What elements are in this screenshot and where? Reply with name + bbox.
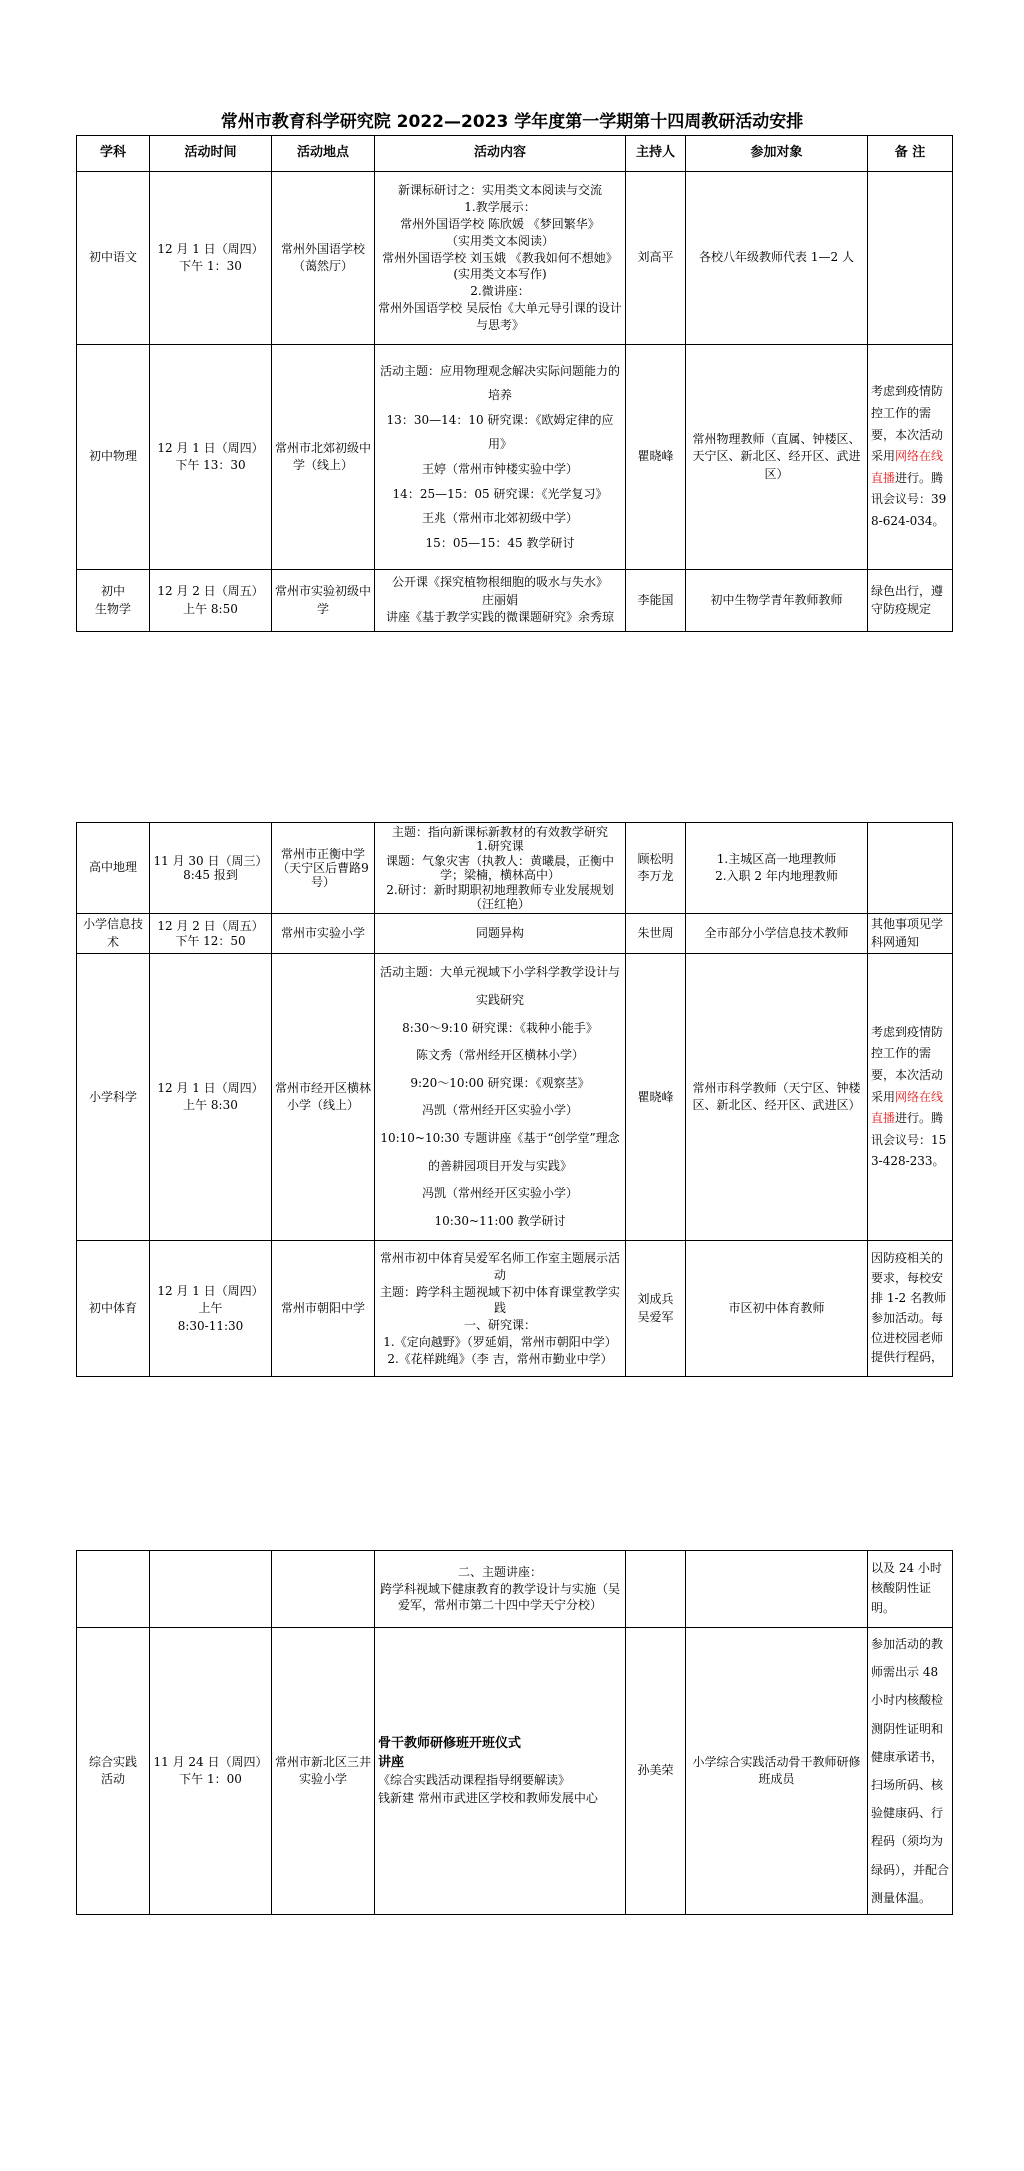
cell-remark: 其他事项见学科网通知 (868, 914, 953, 954)
cell-host: 朱世周 (626, 914, 686, 954)
cell-subject: 小学科学 (77, 954, 150, 1241)
cell-host: 刘高平 (626, 172, 686, 345)
cell-time: 12 月 1 日（周四） 上午 8:30-11:30 (150, 1241, 272, 1377)
cell-host: 顾松明 李万龙 (626, 823, 686, 914)
live-stream-highlight: 网络在线直播 (871, 449, 944, 485)
cell-subject: 综合实践 活动 (77, 1628, 150, 1915)
table-row (77, 1241, 953, 1377)
cell-content: 公开课《探究植物根细胞的吸水与失水》 庄丽娟 讲座《基于教学实践的微课题研究》余秀琼 (375, 570, 626, 632)
cell-place: 常州外国语学校 （蔼然厅） (272, 172, 375, 345)
header-content: 活动内容 (375, 136, 626, 172)
page-title: 常州市教育科学研究院 2022—2023 学年度第一学期第十四周教研活动安排 (220, 112, 804, 132)
cell-remark: 参加活动的教师需出示 48 小时内核酸检测阴性证明和健康承诺书，扫场所码、核验健康码、行程码（须均为绿码），并配合测量体温。 (868, 1628, 953, 1915)
remark-text: 考虑到疫情防控工作的需要，本次活动采用 (871, 384, 944, 464)
cell-content: 二、主题讲座： 跨学科视域下健康教育的教学设计与实施（吴爱军，常州市第二十四中学天宁分校） (375, 1551, 626, 1628)
cell-host: 李能国 (626, 570, 686, 632)
cell-content: 主题：指向新课标新教材的有效教学研究 1.研究课 课题：气象灾害（执教人：黄曦晨，正衡中学；梁楠，横林高中） 2.研讨：新时期职初地理教师专业发展规划（汪红艳） (375, 823, 626, 914)
cell-subject: 初中物理 (77, 345, 150, 570)
header-row (77, 136, 953, 172)
cell-time: 11 月 24 日（周四） 下午 1：00 (150, 1628, 272, 1915)
header-subject: 学科 (77, 136, 150, 172)
cell-remark (868, 954, 953, 1241)
cell-audience: 全市部分小学信息技术教师 (686, 914, 868, 954)
header-place: 活动地点 (272, 136, 375, 172)
cell-content (375, 1628, 626, 1915)
cell-content: 活动主题：大单元视域下小学科学教学设计与实践研究 8:30～9:10 研究课：《栽种小能手》 陈文秀（常州经开区横林小学） 9:20～10:00 研究课：《观察茎》 冯凯（常州经开区实验小学） 10:10~10:30 专题讲座《基于“创学堂”理念的善耕园项目开发与实践》 冯凯（常州经开区实验小学） 10:30~11:00 教学研讨 (375, 954, 626, 1241)
remark-text: 考虑到疫情防控工作的需要，本次活动采用 (871, 1024, 944, 1104)
cell-audience: 各校八年级教师代表 1—2 人 (686, 172, 868, 345)
cell-remark: 因防疫相关的要求，每校安排 1-2 名教师参加活动。每位进校园老师提供行程码， (868, 1241, 953, 1377)
header-remark: 备 注 (868, 136, 953, 172)
cell-subject: 初中 生物学 (77, 570, 150, 632)
cell-place: 常州市正衡中学 （天宁区后曹路9号） (272, 823, 375, 914)
content-body: 《综合实践活动课程指导纲要解读》 钱新建 常州市武进区学校和教师发展中心 (378, 1773, 598, 1805)
table-row (77, 172, 953, 345)
cell-subject (77, 1551, 150, 1628)
cell-audience: 1.主城区高一地理教师 2.入职 2 年内地理教师 (686, 823, 868, 914)
table-row (77, 1551, 953, 1628)
table-row (77, 823, 953, 914)
cell-time (150, 1551, 272, 1628)
schedule-table-page1 (76, 135, 953, 632)
cell-audience: 初中生物学青年教师教师 (686, 570, 868, 632)
table-row (77, 954, 953, 1241)
cell-remark (868, 345, 953, 570)
cell-place (272, 1551, 375, 1628)
cell-host (626, 1551, 686, 1628)
cell-time: 12 月 1 日（周四） 上午 8:30 (150, 954, 272, 1241)
cell-place: 常州市实验初级中学 (272, 570, 375, 632)
cell-place: 常州市北郊初级中学（线上） (272, 345, 375, 570)
table-row (77, 1628, 953, 1915)
cell-remark (868, 172, 953, 345)
cell-host: 孙美荣 (626, 1628, 686, 1915)
cell-place: 常州市实验小学 (272, 914, 375, 954)
cell-content: 新课标研讨之：实用类文本阅读与交流 1.教学展示： 常州外国语学校 陈欣媛 《梦回繁华》 （实用类文本阅读） 常州外国语学校 刘玉娥 《教我如何不想她》(实用类文本写作) 2.微讲座： 常州外国语学校 吴辰怡《大单元导引课的设计与思考》 (375, 172, 626, 345)
cell-subject: 初中体育 (77, 1241, 150, 1377)
cell-subject: 高中地理 (77, 823, 150, 914)
cell-subject: 初中语文 (77, 172, 150, 345)
live-stream-highlight: 网络在线直播 (871, 1089, 944, 1126)
cell-content: 常州市初中体育吴爱军名师工作室主题展示活动 主题：跨学科主题视域下初中体育课堂教学实践 一、研究课： 1.《定向越野》（罗延娟，常州市朝阳中学） 2.《花样跳绳》（李 吉，常州市勤业中学） (375, 1241, 626, 1377)
cell-audience: 小学综合实践活动骨干教师研修班成员 (686, 1628, 868, 1915)
schedule-table-page2 (76, 822, 953, 1377)
cell-time: 11 月 30 日（周三） 8:45 报到 (150, 823, 272, 914)
cell-host: 瞿晓峰 (626, 345, 686, 570)
cell-remark: 绿色出行，遵守防疫规定 (868, 570, 953, 632)
header-time: 活动时间 (150, 136, 272, 172)
header-host: 主持人 (626, 136, 686, 172)
cell-remark (868, 823, 953, 914)
cell-audience: 市区初中体育教师 (686, 1241, 868, 1377)
cell-host: 刘成兵 吴爱军 (626, 1241, 686, 1377)
cell-time: 12 月 2 日（周五） 上午 8:50 (150, 570, 272, 632)
table-row (77, 914, 953, 954)
cell-host: 瞿晓峰 (626, 954, 686, 1241)
content-heading: 骨干教师研修班开班仪式 讲座 (378, 1735, 522, 1770)
remark-text: 进行。腾讯会议号：398-624-034。 (871, 470, 947, 528)
cell-subject: 小学信息技术 (77, 914, 150, 954)
table-row (77, 345, 953, 570)
header-audience: 参加对象 (686, 136, 868, 172)
cell-place: 常州市经开区横林小学（线上） (272, 954, 375, 1241)
schedule-table-page3 (76, 1550, 953, 1915)
cell-audience: 常州市科学教师（天宁区、钟楼区、新北区、经开区、武进区） (686, 954, 868, 1241)
cell-content: 活动主题：应用物理观念解决实际问题能力的培养 13：30—14：10 研究课：《欧姆定律的应用》 王婷（常州市钟楼实验中学） 14：25—15：05 研究课：《光学复习》 王兆（常州市北郊初级中学） 15：05—15：45 教学研讨 (375, 345, 626, 570)
cell-time: 12 月 1 日（周四） 下午 1：30 (150, 172, 272, 345)
cell-place: 常州市新北区三井实验小学 (272, 1628, 375, 1915)
table-row (77, 570, 953, 632)
cell-remark: 以及 24 小时核酸阴性证明。 (868, 1551, 953, 1628)
cell-place: 常州市朝阳中学 (272, 1241, 375, 1377)
cell-content: 同题异构 (375, 914, 626, 954)
cell-time: 12 月 2 日（周五） 下午 12：50 (150, 914, 272, 954)
remark-text: 进行。腾讯会议号：153-428-233。 (871, 1111, 947, 1169)
cell-time: 12 月 1 日（周四） 下午 13：30 (150, 345, 272, 570)
cell-audience (686, 1551, 868, 1628)
cell-audience: 常州物理教师（直属、钟楼区、天宁区、新北区、经开区、武进区） (686, 345, 868, 570)
